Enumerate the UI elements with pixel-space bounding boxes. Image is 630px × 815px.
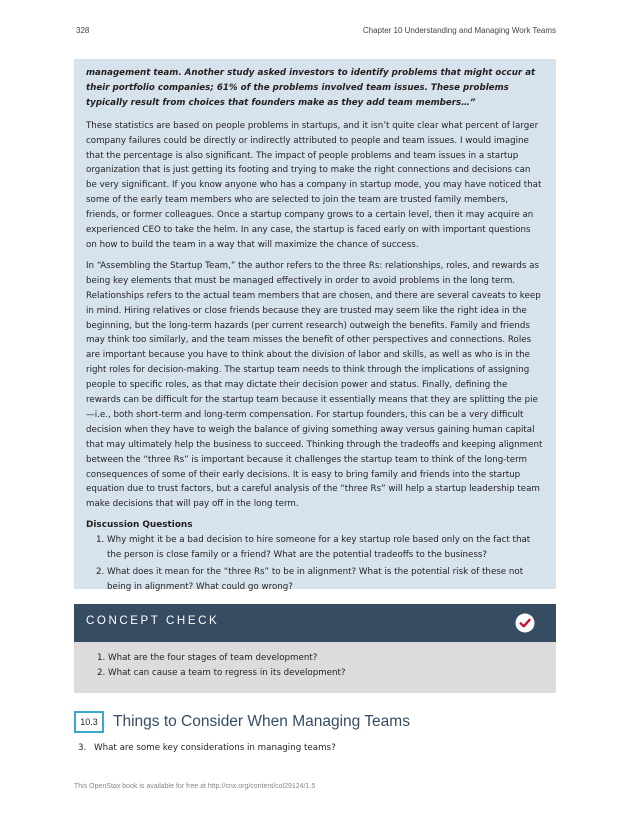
page-number: 328 [76,26,90,35]
feature-paragraph: In “Assembling the Startup Team,” the author refers to the three Rs: relationships, roles, and rewards as being key elements that must be managed effectively in order to avoid problems in the long term. Relationships refers to the actual team members that are chosen, and there are several caveats to keep in mind. Hiring relatives or close friends because they are trusted may seem like the right idea in the beginning, but the long-term hazards (per current research) outweigh the benefits. Family and friends may think too similarly, and the team misses the benefit of other perspectives and connections. Roles are important because you have to think about the division of labor and skills, as well as who is in the right roles for decision-making. The startup team needs to think through the implications of assigning people to specific roles, as that may dictate their decision power and status. Finally, defining the rewards can be difficult for the startup team because it essentially means that they are splitting the pie—i.e., both short-term and long-term compensation. For startup founders, this can be a very difficult decision when they have to weigh the balance of giving something away versus gaining human capital that may ultimately help the business to succeed. Thinking through the tradeoffs and keeping alignment between the “three Rs” is important because it challenges the startup team to think of the long-term consequences of some of their early decisions. It is easy to bring family and friends into the startup equation due to trust factors, but a careful analysis of the “three Rs” will help a startup leadership team make decisions that will pay off in the long term. [86,260,543,510]
discussion-questions-list [86,533,543,595]
discussion-question: 1. Why might it be a bad decision to hire someone for a key startup role based only on the fact that the person is close family or a friend? What are the potential tradeoffs to the business? [107,533,543,563]
checkmark-circle-icon [515,613,535,633]
footer-text: This OpenStax book is available for free at http://cnx.org/content/col29124/1.5 [74,783,316,790]
learning-objective [78,741,336,755]
section-number-box: 10.3 [74,711,104,733]
concept-check-title: CONCEPT CHECK [86,615,220,627]
concept-check-item: 1. What are the four stages of team development? [108,651,544,666]
running-header-chapter-title: Chapter 10 Understanding and Managing Work Teams [362,26,556,35]
concept-check-item: 2. What can cause a team to regress in its development? [108,666,544,681]
feature-quote: management team. Another study asked investors to identify problems that might occur at their portfolio companies; 61% of the problems involved team issues. These problems typically result from choices that founders make as they add team members…” [86,68,536,108]
feature-box [74,59,556,592]
feature-paragraph: These statistics are based on people problems in startups, and it isn’t quite clear what percent of larger company failures could be directly or indirectly attributed to people and team issues. I would imagine that the percentage is also significant. The impact of people problems and team issues in a startup organization that is just getting its footing and trying to make the right connections and decisions can be very significant. If you know anyone who has a company in startup mode, you may have noticed that some of the early team members who are selected to join the team are trusted family members, friends, or former colleagues. Once a startup company grows to a certain level, then it may acquire an experienced CEO to take the helm. In any case, the startup is faced early on with important questions on how to build the team in a way that will maximize the chance of success. [86,120,542,250]
concept-check-body [74,642,556,693]
learning-objective-text: What are some key considerations in managing teams? [94,743,336,753]
concept-check-list [87,651,544,681]
learning-objective-number: 3. [78,743,87,753]
concept-check-header [74,604,556,642]
section-title: Things to Consider When Managing Teams [113,713,410,730]
discussion-question: 2. What does it mean for the “three Rs” to be in alignment? What is the potential risk of these not being in alignment? What could go wrong? [107,565,543,595]
discussion-questions-heading: Discussion Questions [86,520,193,531]
